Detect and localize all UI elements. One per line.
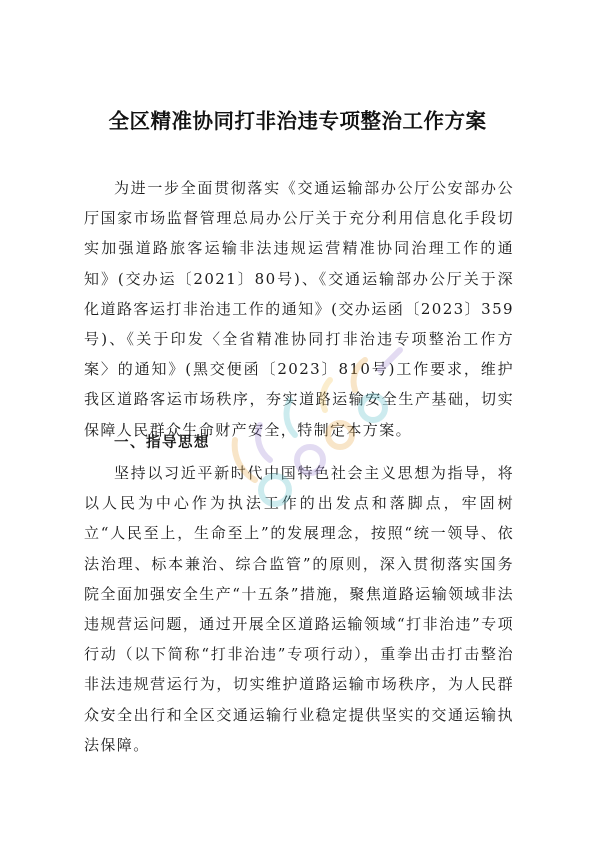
intro-paragraph: 为进一步全面贯彻落实《交通运输部办公厅公安部办公厅国家市场监督管理总局办公厅关于充分利用信息化手段切实加强道路旅客运输非法违规运营精准协同治理工作的通知》(交办运〔2021〕80号)、《交通运输部办公厅关于深化道路客运打非治违工作的通知》(交办运函〔2023〕359号)、《关于印发〈全省精准协同打非治违专项整治工作方案〉的通知》(黑交便函〔2023〕810号)工作要求，维护我区道路客运市场秩序，夯实道路运输安全生产基础，切实保障人民群众生命财产安全，特制定本方案。 bbox=[84, 179, 514, 439]
section-heading: 一、指导思想 bbox=[114, 435, 210, 451]
section-paragraph: 坚持以习近平新时代中国特色社会主义思想为指导，将以人民为中心作为执法工作的出发点和落脚点，牢固树立“人民至上，生命至上”的发展理念，按照“统一领导、依法治理、标本兼治、综合监管”的原则，深入贯彻落实国务院全面加强安全生产“十五条”措施，聚焦道路运输领域非法违规营运问题，通过开展全区道路运输领域“打非治违”专项行动（以下简称“打非治违”专项行动），重拳出击打击整治非法违规营运行为，切实维护道路运输市场秩序，为人民群众安全出行和全区交通运输行业稳定提供坚实的交通运输执法保障。 bbox=[84, 464, 514, 754]
document-title: 全区精准协同打非治违专项整治工作方案 bbox=[108, 109, 487, 133]
